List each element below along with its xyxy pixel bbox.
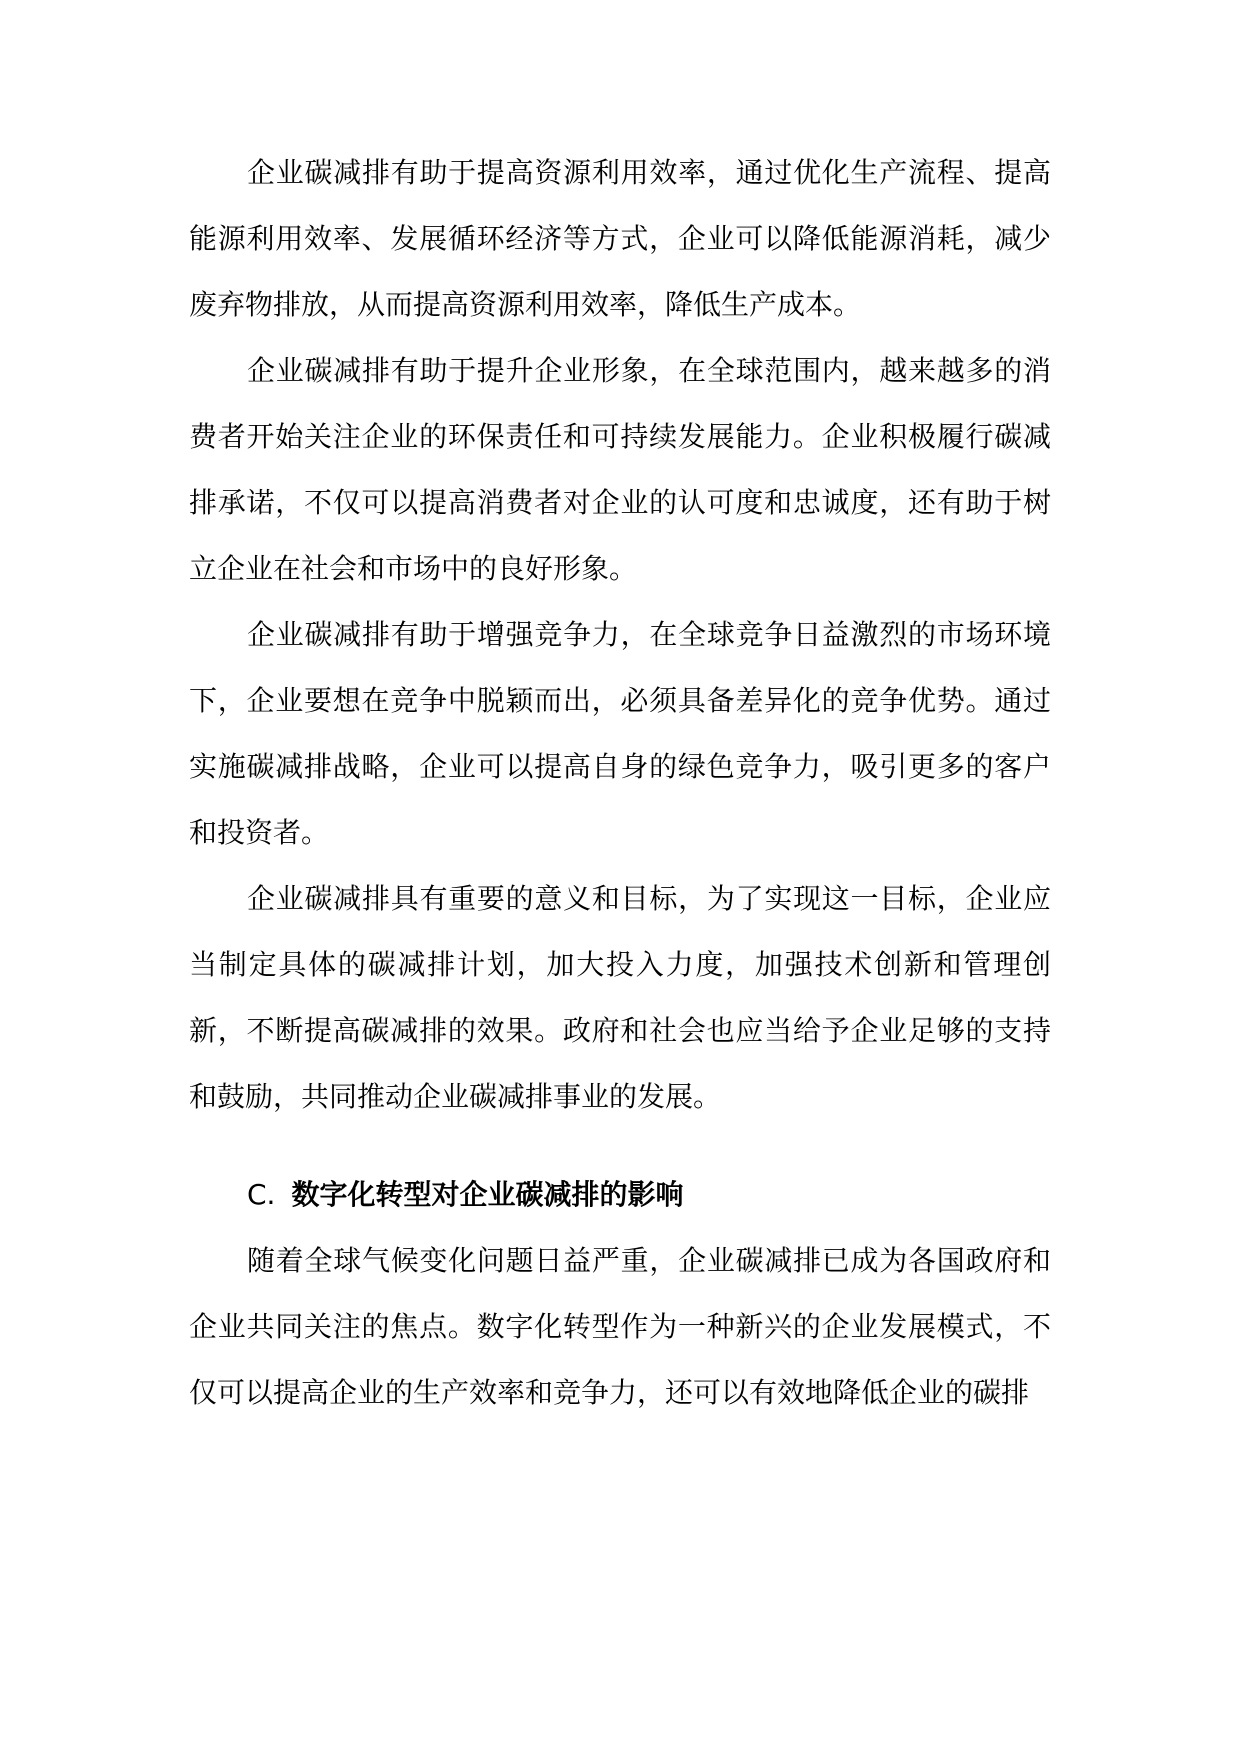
paragraph-competitiveness: 企业碳减排有助于增强竞争力，在全球竞争日益激烈的市场环境下，企业要想在竞争中脱颖而出，必须具备差异化的竞争优势。通过实施碳减排战略，企业可以提高自身的绿色竞争力，吸引更多的客户和投资者。 xyxy=(189,618,1051,849)
section-number: C. xyxy=(247,1178,276,1211)
document-body xyxy=(189,140,1051,1426)
section-title: 数字化转型对企业碳减排的影响 xyxy=(291,1178,684,1211)
paragraph-resource-efficiency: 企业碳减排有助于提高资源利用效率，通过优化生产流程、提高能源利用效率、发展循环经济等方式，企业可以降低能源消耗，减少废弃物排放，从而提高资源利用效率，降低生产成本。 xyxy=(189,156,1051,321)
section-heading xyxy=(189,1162,1051,1228)
paragraph-significance-goals: 企业碳减排具有重要的意义和目标，为了实现这一目标，企业应当制定具体的碳减排计划，加大投入力度，加强技术创新和管理创新，不断提高碳减排的效果。政府和社会也应当给予企业足够的支持和鼓励，共同推动企业碳减排事业的发展。 xyxy=(189,882,1051,1113)
paragraph-corporate-image: 企业碳减排有助于提升企业形象，在全球范围内，越来越多的消费者开始关注企业的环保责任和可持续发展能力。企业积极履行碳减排承诺，不仅可以提高消费者对企业的认可度和忠诚度，还有助于树立企业在社会和市场中的良好形象。 xyxy=(189,354,1051,585)
paragraph-digital-transformation-intro: 随着全球气候变化问题日益严重，企业碳减排已成为各国政府和企业共同关注的焦点。数字化转型作为一种新兴的企业发展模式，不仅可以提高企业的生产效率和竞争力，还可以有效地降低企业的碳排 xyxy=(189,1244,1051,1409)
